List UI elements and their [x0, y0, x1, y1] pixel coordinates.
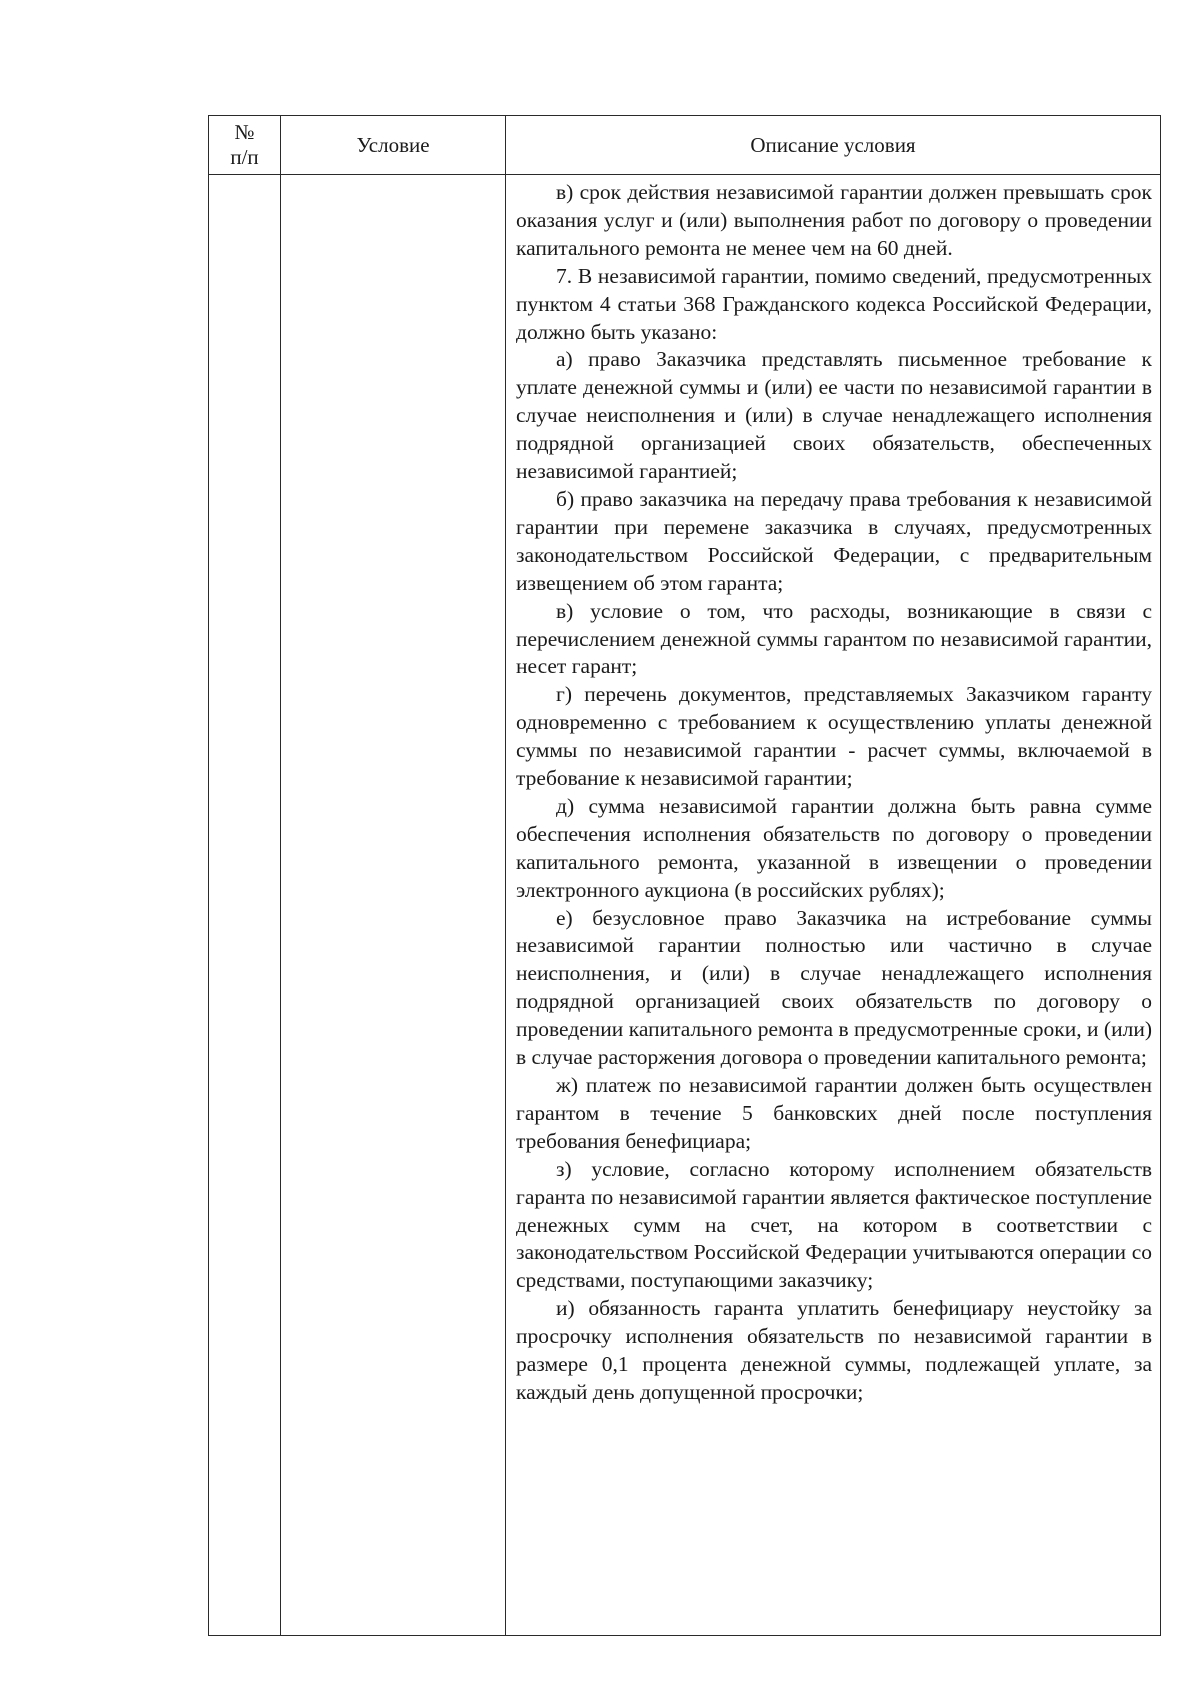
paragraph-i-penalty: и) обязанность гаранта уплатить бенефициару неустойку за просрочку исполнения обязательств по независимой гарантии в размере 0,1 процента денежной суммы, подлежащей уплате, за каждый день допущенной просрочки; [516, 1296, 1152, 1404]
table-header-row [209, 116, 1161, 175]
header-number-symbol: № [234, 120, 255, 144]
paragraph-v-term: в) срок действия независимой гарантии должен превышать срок оказания услуг и (или) выполнения работ по договору о проведении капитального ремонта не менее чем на 60 дней. [516, 180, 1152, 260]
paragraph-zh-payment: ж) платеж по независимой гарантии должен быть осуществлен гарантом в течение 5 банковских дней после поступления требования бенефициара; [516, 1073, 1152, 1153]
cell-condition [281, 175, 506, 1636]
paragraph-b-transfer-right: б) право заказчика на передачу права требования к независимой гарантии при перемене заказчика в случаях, предусмотренных законодательством Российской Федерации, с предварительным извещением об этом гаранта; [516, 486, 1152, 595]
paragraph-d-amount: д) сумма независимой гарантии должна быть равна сумме обеспечения исполнения обязательств по договору о проведении капитального ремонта, указанной в извещении о проведении электронного аукциона (в российских рублях); [516, 793, 1152, 902]
paragraph-e-unconditional-right: е) безусловное право Заказчика на истребование суммы независимой гарантии полностью или частично в случае неисполнения, и (или) в случае ненадлежащего исполнения подрядной организацией своих обязательств по договору о проведении капитального ремонта в предусмотренные сроки, и (или) в случае расторжения договора о проведении капитального ремонта; [516, 905, 1152, 1070]
conditions-table [208, 115, 1161, 1636]
header-condition: Условие [281, 116, 506, 175]
cell-description [506, 175, 1161, 1636]
paragraph-v-expenses: в) условие о том, что расходы, возникающие в связи с перечислением денежной суммы гарантом по независимой гарантии, несет гарант; [516, 598, 1152, 679]
cell-number [209, 175, 281, 1636]
paragraph-g-documents: г) перечень документов, представляемых Заказчиком гаранту одновременно с требованием к осуществлению уплаты денежной суммы по независимой гарантии - расчет суммы, включаемой в требование к независимой гарантии; [516, 682, 1152, 791]
header-number [209, 116, 281, 175]
table-row [209, 175, 1161, 1636]
paragraph-z-condition: з) условие, согласно которому исполнением обязательств гаранта по независимой гарантии является фактическое поступление денежных сумм на счет, на котором в соответствии с законодательством Российской Федерации учитываются операции со средствами, поступающими заказчику; [516, 1156, 1152, 1293]
header-description: Описание условия [506, 116, 1161, 175]
paragraph-a-customer-right: а) право Заказчика представлять письменное требование к уплате денежной суммы и (или) ее части по независимой гарантии в случае неисполнения и (или) в случае ненадлежащего исполнения подрядной организацией своих обязательств, обеспеченных независимой гарантией; [516, 347, 1152, 484]
paragraph-7-guarantee-contents: 7. В независимой гарантии, помимо сведений, предусмотренных пунктом 4 статьи 368 Гражданского кодекса Российской Федерации, должно быть указано: [516, 263, 1152, 344]
header-number-abbrev: п/п [230, 145, 259, 169]
